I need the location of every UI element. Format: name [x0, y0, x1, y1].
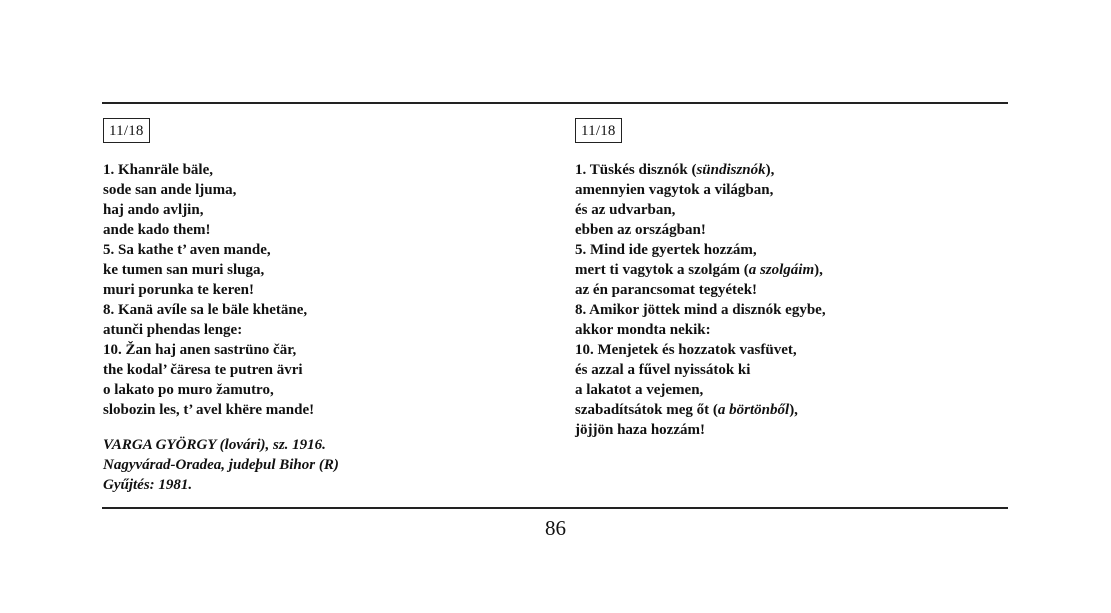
- verse-text: ),: [765, 162, 775, 178]
- verse-text: szabadítsátok meg őt (: [575, 402, 718, 418]
- verse-line: 8. Amikor jöttek mind a disznók egybe,: [575, 302, 826, 318]
- verse-line: és azzal a fűvel nyissátok ki: [575, 362, 751, 378]
- gloss-text: a szolgáim: [748, 262, 815, 278]
- romani-text-column: [103, 118, 543, 495]
- song-number-tag: 11/18: [103, 118, 150, 143]
- verse-line: the kodal’ čäresa te putren ävri: [103, 362, 303, 378]
- bottom-rule: [102, 507, 1008, 509]
- verse-line: slobozin les, t’ avel khëre mande!: [103, 402, 315, 418]
- verse-line: sode san ande ljuma,: [103, 182, 237, 198]
- verse-text: mert ti vagytok a szolgám (: [575, 262, 749, 278]
- verse-text: 1. Tüskés disznók (: [575, 162, 697, 178]
- verse-text: ),: [789, 402, 798, 418]
- location-line: Nagyvárad-Oradea, judeþul Bihor (R): [103, 457, 339, 473]
- verse-line: 10. Žan haj anen sastrüno čär,: [103, 342, 297, 358]
- performer-line: VARGA GYÖRGY (lovári), sz. 1916.: [103, 437, 326, 453]
- verse-line: ande kado them!: [103, 222, 211, 238]
- top-rule: [102, 102, 1008, 104]
- verse-block: [103, 160, 543, 420]
- collection-date-line: Gyűjtés: 1981.: [103, 477, 193, 493]
- attribution-block: [103, 435, 543, 495]
- verse-line: muri porunka te keren!: [103, 282, 254, 298]
- verse-line: 1. Khanräle bäle,: [103, 162, 214, 178]
- verse-line: haj ando avljin,: [103, 202, 204, 218]
- verse-line: [575, 160, 1005, 180]
- gloss-text: sündisznók: [696, 162, 766, 178]
- verse-line: o lakato po muro žamutro,: [103, 382, 274, 398]
- verse-line: ke tumen san muri sluga,: [103, 262, 265, 278]
- verse-line: 10. Menjetek és hozzatok vasfüvet,: [575, 342, 797, 358]
- verse-line: 5. Sa kathe t’ aven mande,: [103, 242, 271, 258]
- verse-line: 8. Kanä avíle sa le bäle khetäne,: [103, 302, 308, 318]
- verse-line: atunči phendas lenge:: [103, 322, 243, 338]
- verse-line: az én parancsomat tegyétek!: [575, 282, 758, 298]
- verse-line: jöjjön haza hozzám!: [575, 422, 705, 438]
- verse-line: ebben az országban!: [575, 222, 706, 238]
- verse-line: akkor mondta nekik:: [575, 322, 711, 338]
- verse-line: amennyien vagytok a világban,: [575, 182, 774, 198]
- verse-line: a lakatot a vejemen,: [575, 382, 704, 398]
- gloss-text: a börtönből: [717, 402, 790, 418]
- page-number: 86: [545, 516, 566, 540]
- hungarian-translation-column: [575, 118, 1005, 440]
- verse-block: [575, 160, 1005, 440]
- verse-line: és az udvarban,: [575, 202, 676, 218]
- verse-line: [575, 260, 1005, 280]
- song-number-tag: 11/18: [575, 118, 622, 143]
- verse-line: 5. Mind ide gyertek hozzám,: [575, 242, 757, 258]
- verse-text: ),: [814, 262, 823, 278]
- verse-line: [575, 400, 1005, 420]
